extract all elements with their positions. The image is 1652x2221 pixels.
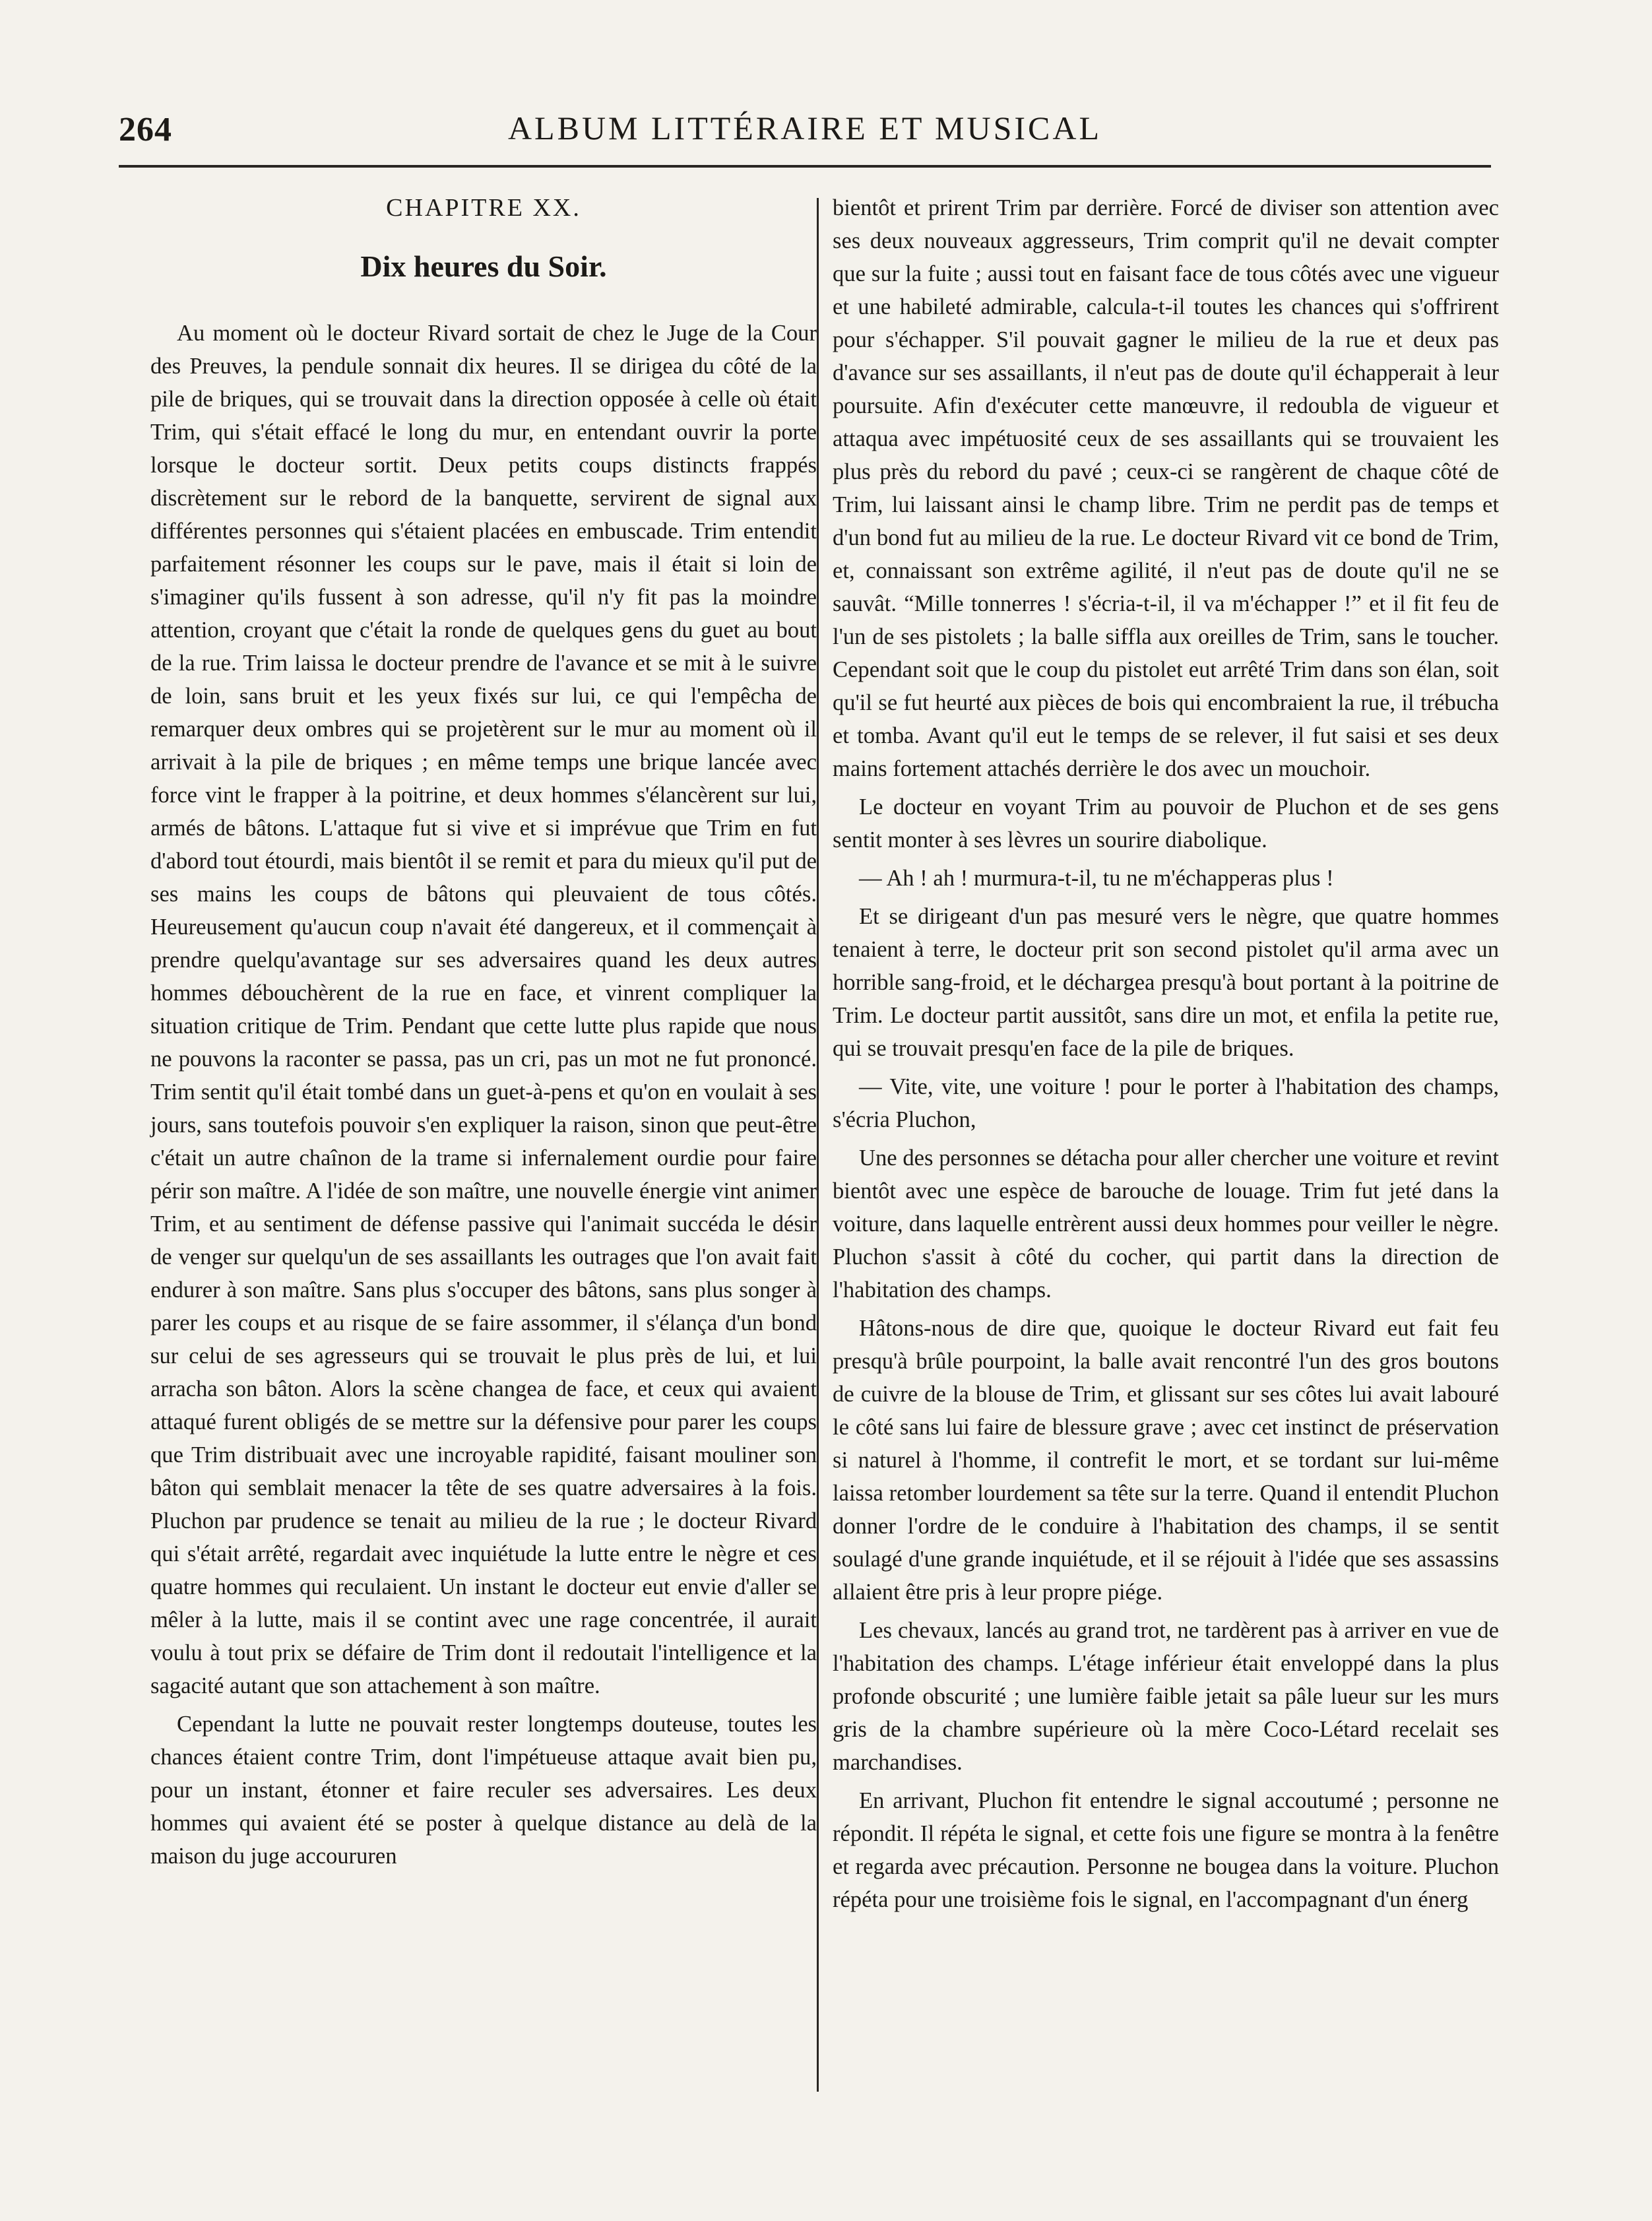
header-rule xyxy=(119,165,1491,168)
chapter-number: CHAPITRE XX. xyxy=(386,194,581,222)
paragraph: Au moment où le docteur Rivard sortait de chez le Juge de la Cour des Preuves, la pendule sonnait dix heures. Il se dirigea du côté de la pile de briques, qui se trouvait dans la direction opposée à celle où était Trim, qui s'était effacé le long du mur, en entendant ouvrir la porte lorsque le docteur sortit. Deux petits coups distincts frappés discrètement sur le rebord de la banquette, servirent de signal aux différentes personnes qui s'étaient placées en embuscade. Trim entendit parfaitement résonner les coups sur le pave, mais il était si loin de s'imaginer qu'ils fussent à son adresse, qu'il n'y fit pas la moindre attention, croyant que c'était la ronde de quelques gens du guet au bout de la rue. Trim laissa le docteur prendre de l'avance et se mit à le suivre de loin, sans bruit et les yeux fixés sur lui, ce qui l'empêcha de remarquer deux ombres qui se projetèrent sur le mur au moment où il arrivait à la pile de briques ; en même temps une brique lancée avec force vint le frapper à la poitrine, et deux hommes s'élancèrent sur lui, armés de bâtons. L'attaque fut si vive et si imprévue que Trim en fut d'abord tout étourdi, mais bientôt il se remit et para du mieux qu'il put de ses mains les coups de bâtons qui pleuvaient de tous côtés. Heureusement qu'aucun coup n'avait été dangereux, et il commençait à prendre quelqu'avantage sur ses adversaires quand les deux autres hommes débouchèrent de la rue en face, et vinrent compliquer la situation critique de Trim. Pendant que cette lutte plus rapide que nous ne pouvons la raconter se passa, pas un cri, pas un mot ne fut prononcé. Trim sentit qu'il était tombé dans un guet-à-pens et qu'on en voulait à ses jours, sans toutefois pouvoir s'en expliquer la raison, sinon que peut-être c'était un autre chaînon de la trame si infernalement ourdie pour faire périr son maître. A l'idée de son maître, une nouvelle énergie vint animer Trim, et au sentiment de défense passive qui l'animait succéda le désir de venger sur quelqu'un de ses assaillants les outrages que l'on avait fait endurer à son maître. Sans plus s'occuper des bâtons, sans plus songer à parer les coups et au risque de se faire assommer, il s'élança d'un bond sur celui de ses agresseurs qui se trouvait le plus près de lui, et lui arracha son bâton. Alors la scène changea de face, et ceux qui avaient attaqué furent obligés de se mettre sur la défensive pour parer les coups que Trim distribuait avec une incroyable rapidité, faisant mouliner son bâton qui semblait menacer la tête de ses quatre adversaires à la fois. Pluchon par prudence se tenait au milieu de la rue ; le docteur Rivard qui s'était arrêté, regardait avec inquiétude la lutte entre le nègre et ces quatre hommes qui reculaient. Un instant le docteur eut envie d'aller se mêler à la lutte, mais il se contint avec une rage concentrée, il aurait voulu à tout prix se défaire de Trim dont il redoutait l'intelligence et la sagacité autant que son attachement à son maître. xyxy=(150,321,817,1698)
column-divider xyxy=(817,198,819,2092)
page-header xyxy=(119,109,1491,162)
chapter-title: Dix heures du Soir. xyxy=(360,249,607,283)
paragraph: Les chevaux, lancés au grand trot, ne tardèrent pas à arriver en vue de l'habitation des champs. L'étage inférieur était enveloppé dans la plus profonde obscurité ; une lumière faible jetait sa pâle lueur sur les murs gris de la chambre supérieure où la mère Coco-Létard recelait ses marchandises. xyxy=(833,1618,1499,1775)
paragraph: Cependant la lutte ne pouvait rester longtemps douteuse, toutes les chances étaient contre Trim, dont l'impétueuse attaque avait bien pu, pour un instant, étonner et faire reculer ses adversaires. Les deux hommes qui avaient été se poster à quelque distance au delà de la maison du juge accoururen xyxy=(150,1712,817,1869)
paragraph: Et se dirigeant d'un pas mesuré vers le nègre, que quatre hommes tenaient à terre, le docteur prit son second pistolet qu'il arma avec un horrible sang-froid, et le déchargea presqu'à bout portant à la poitrine de Trim. Le docteur partit aussitôt, sans dire un mot, et enfila la petite rue, qui se trouvait presqu'en face de la pile de briques. xyxy=(833,904,1499,1061)
page-number: 264 xyxy=(119,111,172,148)
paragraph: Hâtons-nous de dire que, quoique le docteur Rivard eut fait feu presqu'à brûle pourpoint, la balle avait rencontré l'un des gros boutons de cuivre de la blouse de Trim, et glissant sur ses côtes lui avait labouré le côté sans lui faire de blessure grave ; avec cet instinct de préservation si naturel à l'homme, il contrefit le mort, et se tordant sur lui-même laissa retomber lourdement sa tête sur la terre. Quand il entendit Pluchon donner l'ordre de le conduire à l'habitation des champs, il se sentit soulagé d'une grande inquiétude, et il se réjouit à l'idée que ses assassins allaient être pris à leur propre piége. xyxy=(833,1316,1499,1605)
right-column xyxy=(833,191,1499,2092)
running-title: ALBUM LITTÉRAIRE ET MUSICAL xyxy=(507,110,1102,146)
paragraph: — Vite, vite, une voiture ! pour le porter à l'habitation des champs, s'écria Pluchon, xyxy=(833,1074,1499,1132)
paragraph: Une des personnes se détacha pour aller chercher une voiture et revint bientôt avec une espèce de barouche de louage. Trim fut jeté dans la voiture, dans laquelle entrèrent aussi deux hommes pour veiller le nègre. Pluchon s'assit à côté du cocher, qui partit dans la direction de l'habitation des champs. xyxy=(833,1145,1499,1303)
paragraph: — Ah ! ah ! murmura-t-il, tu ne m'échapperas plus ! xyxy=(859,866,1334,891)
paragraph: bientôt et prirent Trim par derrière. Forcé de diviser son attention avec ses deux nouveaux aggresseurs, Trim comprit qu'il ne devait compter que sur la fuite ; aussi tout en faisant face de tous côtés avec une vigueur et une habileté admirable, calcula-t-il toutes les chances qui s'offrirent pour s'échapper. S'il pouvait gagner le milieu de la rue et deux pas d'avance sur ses assaillants, il n'eut pas de doute qu'il échapperait à leur poursuite. Afin d'exécuter cette manœuvre, il redoubla de vigueur et attaqua avec impétuosité ceux de ses assaillants qui se trouvaient les plus près du rebord du pavé ; ceux-ci se rangèrent de chaque côté de Trim, lui laissant ainsi le champ libre. Trim ne perdit pas de temps et d'un bond fut au milieu de la rue. Le docteur Rivard vit ce bond de Trim, et, connaissant son extrême agilité, il n'eut pas de doute qu'il ne se sauvât. “Mille tonnerres ! s'écria-t-il, il va m'échapper !” et il fit feu de l'un de ses pistolets ; la balle siffla aux oreilles de Trim, sans le toucher. Cependant soit que le coup du pistolet eut arrêté Trim dans son élan, soit qu'il se fut heurté aux pièces de bois qui encombraient la rue, il trébucha et tomba. Avant qu'il eut le temps de se relever, il fut saisi et ses deux mains fortement attachés derrière le dos avec un mouchoir. xyxy=(833,195,1499,781)
paragraph: Le docteur en voyant Trim au pouvoir de Pluchon et de ses gens sentit monter à ses lèvres un sourire diabolique. xyxy=(833,794,1499,853)
paragraph: En arrivant, Pluchon fit entendre le signal accoutumé ; personne ne répondit. Il répéta le signal, et cette fois une figure se montra à la fenêtre et regarda avec précaution. Personne ne bougea dans la voiture. Pluchon répéta pour une troisième fois le signal, en l'accompagnant d'un énerg xyxy=(833,1788,1499,1912)
left-column xyxy=(150,191,817,2092)
